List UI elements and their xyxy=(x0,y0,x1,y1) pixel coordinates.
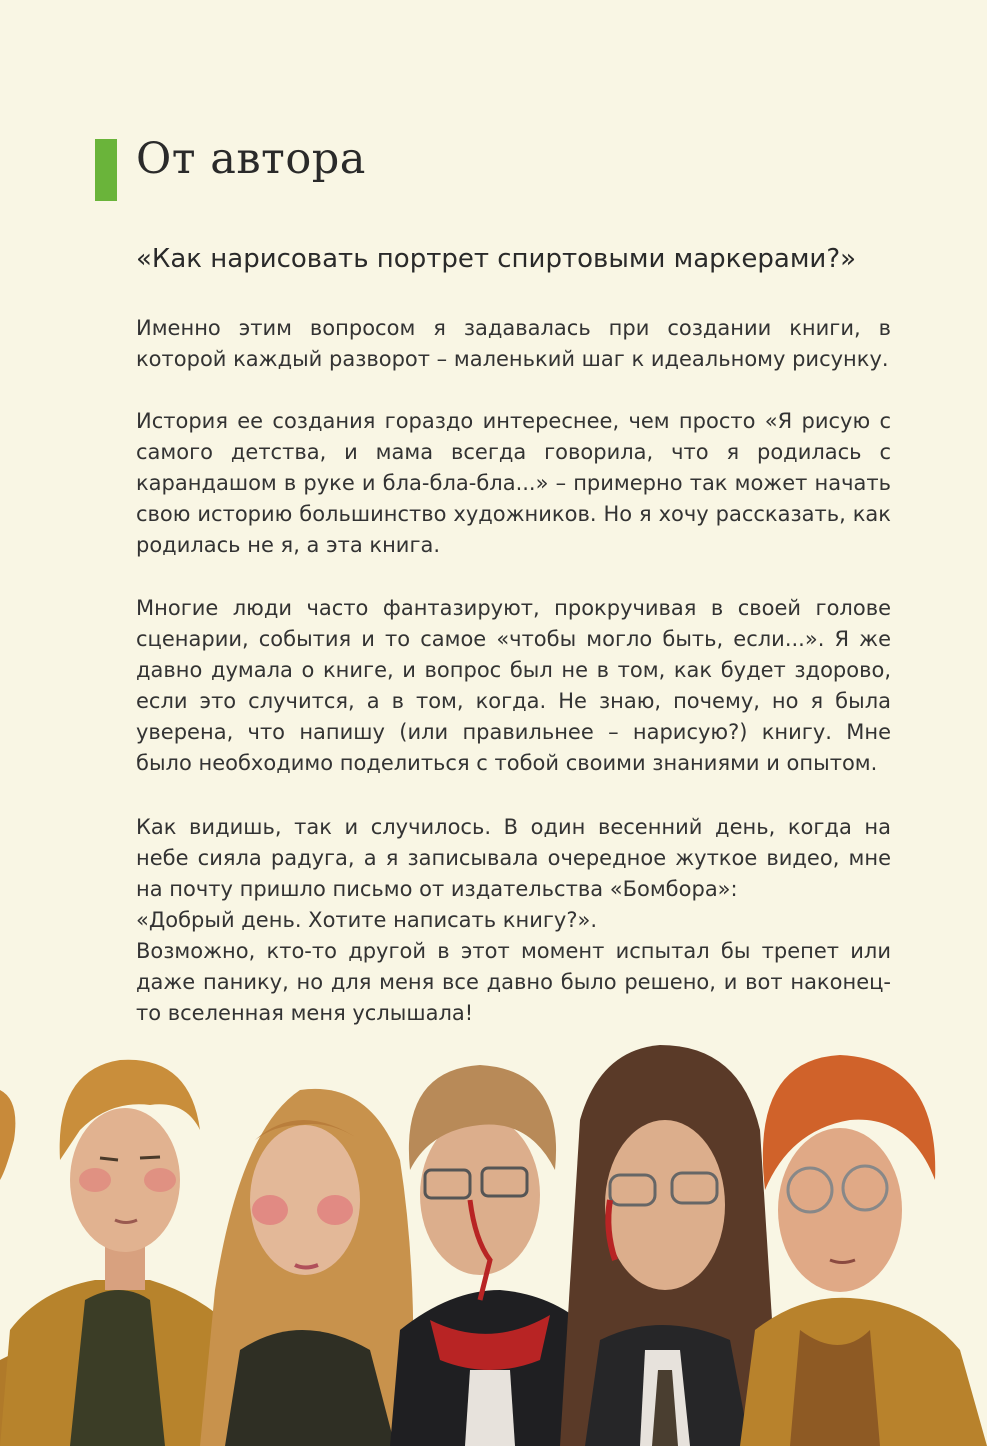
intro-question: «Как нарисовать портрет спиртовыми маркерами?» xyxy=(136,244,857,274)
paragraph-1: Именно этим вопросом я задавалась при создании книги, в которой каждый разворот – маленький шаг к идеальному рисунку. xyxy=(136,316,891,371)
paragraph-3: Многие люди часто фантазируют, прокручивая в своей голове сценарии, события и то самое «чтобы могло быть, если...». Я же давно думала о книге, и вопрос был не в том, как будет здорово, если это случится, а в том, когда. Не знаю, почему, но я была уверена, что напишу (или правильнее – нарисую?) книгу. Мне было необходимо поделиться с тобой своими знаниями и опытом. xyxy=(136,596,891,775)
page-title: От автора xyxy=(136,134,366,184)
paragraph-4 xyxy=(136,812,891,1029)
characters-illustration xyxy=(0,1030,987,1446)
figure-1 xyxy=(0,1060,240,1446)
figure-2 xyxy=(200,1089,413,1446)
paragraph-4-line-a: Как видишь, так и случилось. В один весенний день, когда на небе сияла радуга, а я записывала очередное жуткое видео, мне на почту пришло письмо от издательства «Бомбора»: xyxy=(136,815,891,901)
paragraph-2: История ее создания гораздо интереснее, чем просто «Я рисую с самого детства, и мама всегда говорила, что я родилась с карандашом в руке и бла-бла-бла...» – примерно так может начать свою историю большинство художников. Но я хочу рассказать, как родилась не я, а эта книга. xyxy=(136,409,891,557)
heading-accent-bar xyxy=(95,139,117,201)
paragraph-4-line-b: «Добрый день. Хотите написать книгу?». xyxy=(136,908,597,932)
paragraph-4-line-c: Возможно, кто-то другой в этот момент испытал бы трепет или даже панику, но для меня все давно было решено, и вот наконец-то вселенная меня услышала! xyxy=(136,939,891,1025)
figure-4 xyxy=(560,1045,780,1446)
figure-5 xyxy=(740,1055,987,1446)
